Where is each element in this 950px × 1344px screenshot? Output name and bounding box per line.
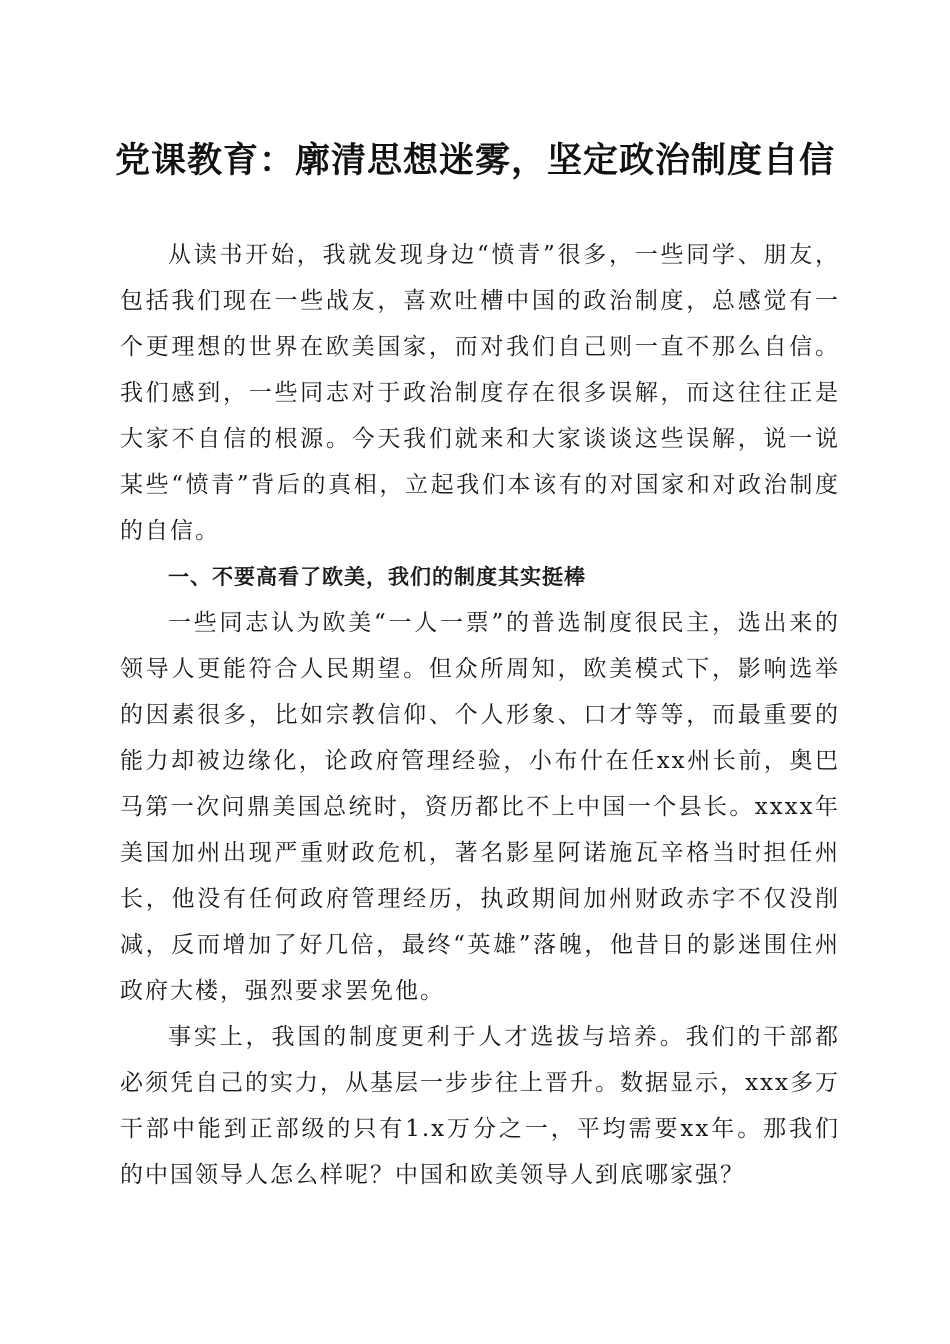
paragraph: 一些同志认为欧美“一人一票”的普选制度很民主，选出来的领导人更能符合人民期望。但众所周知，欧美模式下，影响选举的因素很多，比如宗教信仰、个人形象、口才等等，而最重要的能力却被边缘化，论政府管理经验，小布什在任xx州长前，奥巴马第一次问鼎美国总统时，资历都比不上中国一个县长。xxxx年美国加州出现严重财政危机，著名影星阿诺施瓦辛格当时担任州长，他没有任何政府管理经历，执政期间加州财政赤字不仅没削减，反而增加了好几倍，最终“英雄”落魄，他昔日的影迷围住州政府大楼，强烈要求罢免他。 (120, 610, 840, 1004)
paragraph: 从读书开始，我就发现身边“愤青”很多，一些同学、朋友，包括我们现在一些战友，喜欢吐槽中国的政治制度，总感觉有一个更理想的世界在欧美国家，而对我们自己则一直不那么自信。我们感到，一些同志对于政治制度存在很多误解，而这往往正是大家不自信的根源。今天我们就来和大家谈谈这些误解，说一说某些“愤青”背后的真相，立起我们本该有的对国家和对政治制度的自信。 (120, 242, 840, 544)
document-title: 党课教育：廓清思想迷雾，坚定政治制度自信 (114, 140, 835, 181)
document-body (120, 232, 840, 1198)
paragraph: 事实上，我国的制度更利于人才选拔与培养。我们的干部都必须凭自己的实力，从基层一步步往上晋升。数据显示，xxx多万干部中能到正部级的只有1.x万分之一，平均需要xx年。那我们的中国领导人怎么样呢？中国和欧美领导人到底哪家强？ (120, 1024, 840, 1188)
section-heading: 一、不要高看了欧美，我们的制度其实挺棒 (168, 565, 586, 589)
